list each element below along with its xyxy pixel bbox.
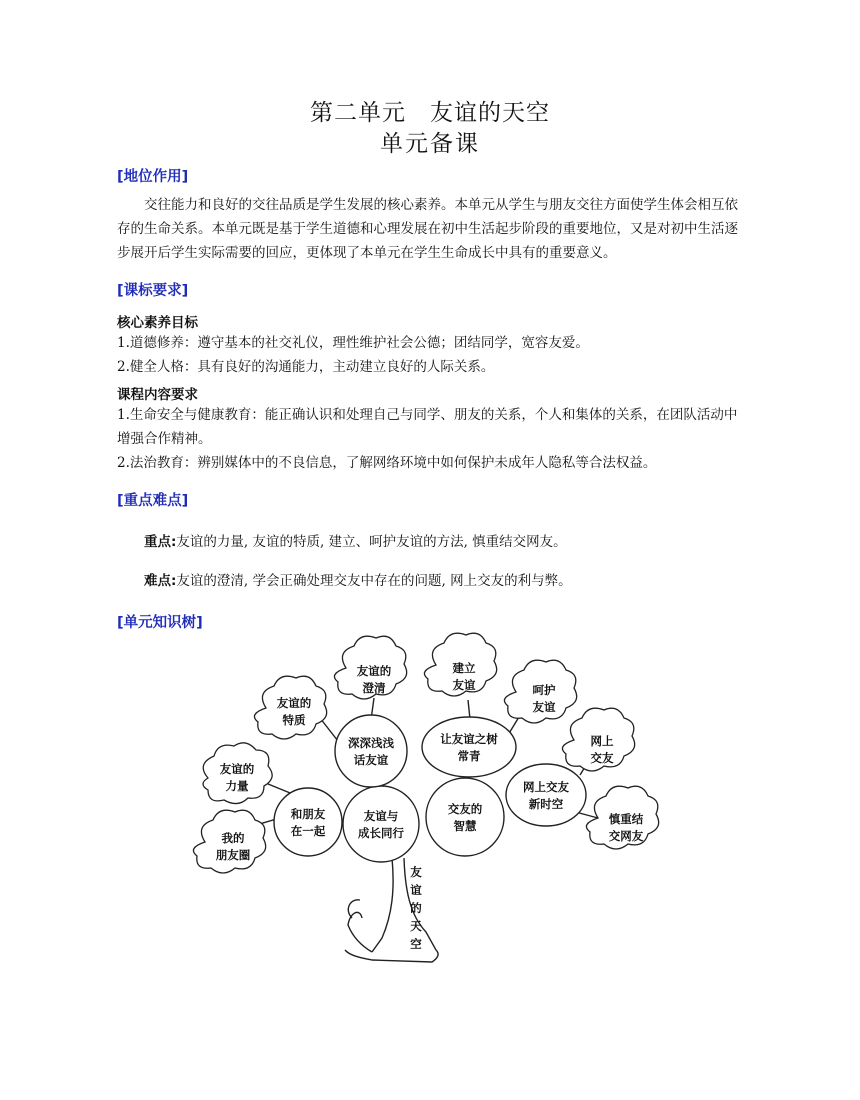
cloud-label-clarify-1: 友谊的 xyxy=(356,664,392,678)
cloud-label-friend-circle-1: 我的 xyxy=(221,831,245,845)
cloud-label-online-1: 网上 xyxy=(590,734,614,748)
circle-node-shape xyxy=(422,717,516,777)
heading-role: [地位作用] xyxy=(117,169,189,185)
cloud-label-build-1: 建立 xyxy=(452,661,476,675)
trunk-label-char: 空 xyxy=(410,937,422,951)
cloud-label-online-2: 交友 xyxy=(590,751,614,765)
core-item-1: 1.道德修养：遵守基本的社交礼仪，理性维护社会公德；团结同学，宽容友爱。 xyxy=(117,335,589,351)
circle-label-online-2: 新时空 xyxy=(528,797,564,811)
page-subtitle: 单元备课 xyxy=(380,131,480,157)
core-item-2: 2.健全人格：具有良好的沟通能力，主动建立良好的人际关系。 xyxy=(117,359,495,375)
circle-node-shape xyxy=(426,778,504,856)
cloud-label-careful-2: 交网友 xyxy=(608,829,644,843)
circle-label-evergreen-2: 常青 xyxy=(457,749,481,763)
circle-label-wisdom-1: 交友的 xyxy=(447,802,483,816)
key-text: 友谊的力量, 友谊的特质, 建立、呵护友谊的方法, 慎重结交网友。 xyxy=(176,534,567,550)
cloud-label-careful-1: 慎重结 xyxy=(608,812,644,826)
role-paragraph: 交往能力和良好的交往品质是学生发展的核心素养。本单元从学生与朋友交往方面使学生体会相互依存的生命关系。本单元既是基于学生道德和心理发展在初中生活起步阶段的重要地位，又是对初中生活逐步展开后学生实际需要的回应，更体现了本单元在学生生命成长中具有的重要意义。 xyxy=(117,197,738,261)
content-item-2: 2.法治教育：辨别媒体中的不良信息，了解网络环境中如何保护未成年人隐私等合法权益。 xyxy=(117,455,657,471)
trunk-label xyxy=(410,865,422,951)
cloud-label-power-1: 友谊的 xyxy=(219,762,255,776)
circle-label-growth-1: 友谊与 xyxy=(363,809,399,823)
circle-node-shape xyxy=(506,764,586,826)
cloud-label-nature-1: 友谊的 xyxy=(276,696,312,710)
trunk-label-char: 谊 xyxy=(410,883,422,897)
circle-label-together-1: 和朋友 xyxy=(290,807,326,821)
circle-label-evergreen-1: 让友谊之树 xyxy=(440,732,498,746)
content-title: 课程内容要求 xyxy=(117,387,198,403)
circle-label-together-2: 在一起 xyxy=(290,824,326,838)
page-title: 第二单元 友谊的天空 xyxy=(310,100,550,126)
heading-standards: [课标要求] xyxy=(117,283,189,299)
trunk-label-char: 天 xyxy=(410,919,422,933)
cloud-label-care-1: 呵护 xyxy=(532,683,556,697)
circle-node-shape xyxy=(274,788,342,856)
tree-trunk xyxy=(372,858,436,952)
circle-node-shape xyxy=(335,715,407,787)
cloud-label-build-2: 友谊 xyxy=(452,678,476,692)
difficult-text: 友谊的澄清, 学会正确处理交友中存在的问题, 网上交友的利与弊。 xyxy=(176,573,572,589)
content-item-1: 1.生命安全与健康教育：能正确认识和处理自己与同学、朋友的关系，个人和集体的关系，在团队活动中增强合作精神。 xyxy=(117,407,738,447)
heading-knowledge-tree: [单元知识树] xyxy=(117,615,203,631)
circle-label-wisdom-2: 智慧 xyxy=(453,819,477,833)
core-title: 核心素养目标 xyxy=(117,315,198,331)
circle-label-growth-2: 成长同行 xyxy=(358,826,404,840)
trunk-label-char: 的 xyxy=(410,901,422,915)
cloud-label-power-2: 力量 xyxy=(225,779,249,793)
cloud-label-care-2: 友谊 xyxy=(532,700,556,714)
circle-label-talk-2: 话友谊 xyxy=(353,753,389,767)
cloud-label-friend-circle-2: 朋友圈 xyxy=(215,848,251,862)
difficult-label: 难点: xyxy=(144,573,177,589)
tree-roots xyxy=(345,912,438,962)
trunk-label-char: 友 xyxy=(410,865,422,879)
cloud-label-nature-2: 特质 xyxy=(282,713,306,727)
circle-node-shape xyxy=(343,786,419,862)
cloud-label-clarify-2: 澄清 xyxy=(362,681,386,695)
circle-label-talk-1: 深深浅浅 xyxy=(348,736,394,750)
key-label: 重点: xyxy=(144,534,177,550)
circle-label-online-1: 网上交友 xyxy=(523,780,569,794)
heading-key-points: [重点难点] xyxy=(117,493,189,509)
